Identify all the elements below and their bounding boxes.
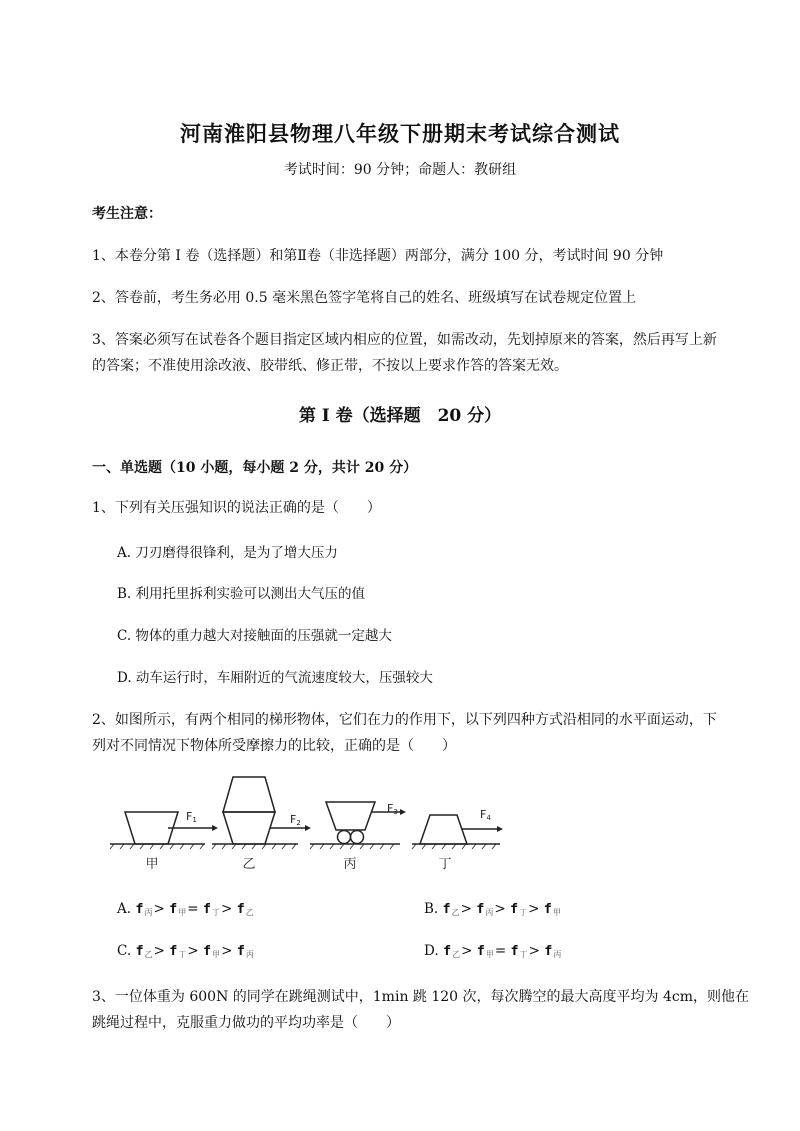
section-title: 第 I 卷（选择题 20 分） <box>298 406 502 426</box>
trapezoid-block-yi-bottom <box>223 812 275 844</box>
trapezoid-block-ding <box>420 815 467 844</box>
figure-label-yi: 乙 <box>242 857 256 872</box>
notice-item-1: 1、本卷分第 I 卷（选择题）和第Ⅱ卷（非选择题）两部分，满分 100 分，考试时间 90 分钟 <box>92 248 664 264</box>
figure-label-ding: 丁 <box>438 857 452 872</box>
figure-label-bing: 丙 <box>343 857 357 872</box>
question-2-option-a: A. $f_丙> f_甲= f_丁> f_乙$ <box>117 901 254 917</box>
question-2-option-d: D. $f_乙> f_甲= f_丁> f_丙$ <box>424 943 562 959</box>
force-label-f2: F2 <box>290 813 301 827</box>
force-label-f4: F4 <box>480 808 491 822</box>
question-1-option-a: A. 刀刃磨得很锋利，是为了增大压力 <box>117 545 338 561</box>
question-1-option-d: D. 动车运行时，车厢附近的气流速度较大，压强较大 <box>117 670 433 686</box>
question-1-stem: 1、下列有关压强知识的说法正确的是（ ） <box>92 500 381 516</box>
question-2-figure <box>100 770 520 880</box>
force-label-f1: F1 <box>186 810 197 824</box>
notice-item-3-cont: 的答案；不准使用涂改液、胶带纸、修正带，不按以上要求作答的答案无效。 <box>92 358 568 374</box>
exam-info: 考试时间：90 分钟；命题人：教研组 <box>283 162 517 178</box>
question-2-option-c: C. $f_乙> f_丁> f_甲> f_丙$ <box>117 943 254 959</box>
question-3-stem-line-1: 3、一位体重为 600N 的同学在跳绳测试中，1min 跳 120 次，每次腾空的最大高度平均为 4cm，则他在 <box>92 989 749 1005</box>
notice-heading: 考生注意： <box>92 206 162 222</box>
force-label-f3: F3 <box>387 802 398 816</box>
roller-left <box>338 831 351 844</box>
question-1-option-b: B. 利用托里拆利实验可以测出大气压的值 <box>117 586 366 602</box>
trapezoid-block-bing <box>326 802 375 830</box>
notice-item-2: 2、答卷前，考生务必用 0.5 毫米黑色签字笔将自己的姓名、班级填写在试卷规定位置上 <box>92 290 637 306</box>
page-title: 河南淮阳县物理八年级下册期末考试综合测试 <box>180 121 620 146</box>
part-heading: 一、单选题（10 小题，每小题 2 分，共计 20 分） <box>92 460 418 476</box>
question-2-stem-line-2: 列对不同情况下物体所受摩擦力的比较，正确的是（ ） <box>92 738 456 754</box>
figure-label-jia: 甲 <box>145 857 159 872</box>
question-2-stem-line-1: 2、如图所示，有两个相同的梯形物体，它们在力的作用下，以下列四种方式沿相同的水平面运动，下 <box>92 712 717 728</box>
trapezoid-block-yi-top <box>223 777 275 812</box>
roller-right <box>351 831 364 844</box>
question-1-option-c: C. 物体的重力越大对接触面的压强就一定越大 <box>117 628 392 644</box>
notice-item-3: 3、答案必须写在试卷各个题目指定区域内相应的位置，如需改动，先划掉原来的答案，然后再写上新 <box>92 332 717 348</box>
question-3-stem-line-2: 跳绳过程中，克服重力做功的平均功率是（ ） <box>92 1015 400 1031</box>
question-2-option-b: B. $f_乙> f_丙> f_丁> f_甲$ <box>424 901 561 917</box>
